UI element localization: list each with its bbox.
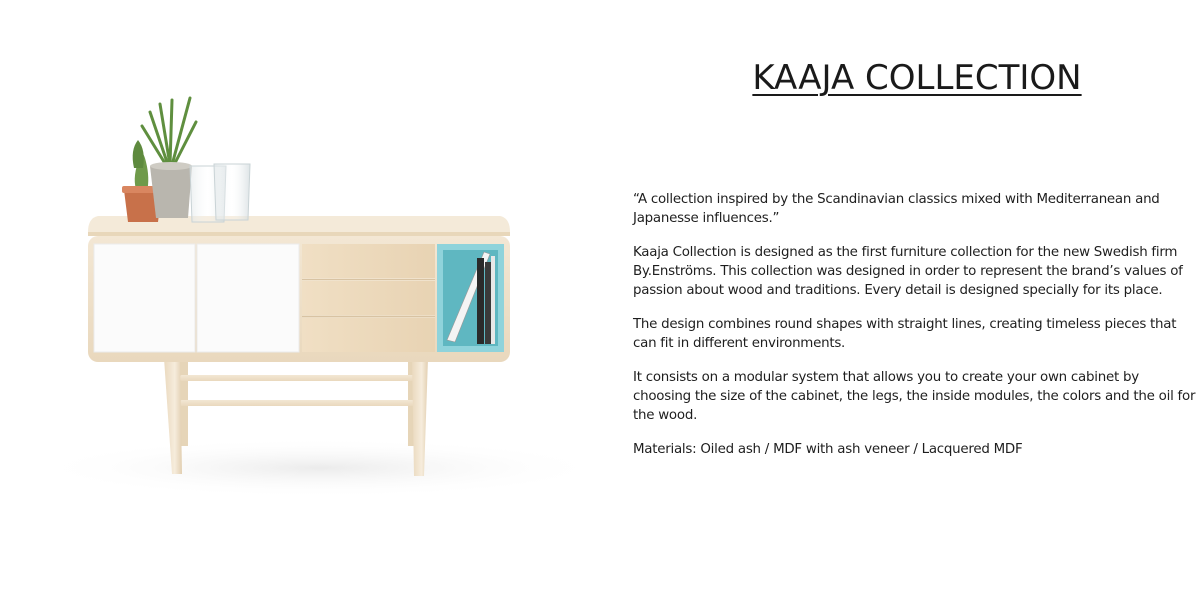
drawer-3 [302, 318, 435, 352]
drawer-2 [302, 281, 435, 315]
design-paragraph: The design combines round shapes with straight lines, creating timeless pieces that can fit in different environments. [633, 317, 1177, 351]
modular-paragraph: It consists on a modular system that allows you to create your own cabinet by choosing the size of the cabinet, the legs, the inside modules, the colors and the oil for the wood. [633, 370, 1196, 423]
door-right [197, 244, 299, 352]
intro-paragraph: Kaaja Collection is designed as the first furniture collection for the new Swedish firm By.Enströms. This collection was designed in order to represent the brand’s values of passion about wood and traditions. Every detail is designed specially for its place. [633, 245, 1183, 298]
collection-title: KAAJA COLLECTION [752, 58, 1082, 98]
stretcher-top [180, 375, 416, 381]
description [633, 190, 1198, 474]
stretcher-bottom [180, 400, 416, 406]
floor-shadow [30, 438, 610, 498]
materials-paragraph: Materials: Oiled ash / MDF with ash veneer / Lacquered MDF [633, 442, 1023, 457]
quote-paragraph: “A collection inspired by the Scandinavian classics mixed with Mediterranean and Japanesse influences.” [633, 192, 1160, 226]
glass-vases [190, 164, 250, 222]
door-left [94, 244, 195, 352]
drawer-1 [302, 244, 435, 278]
